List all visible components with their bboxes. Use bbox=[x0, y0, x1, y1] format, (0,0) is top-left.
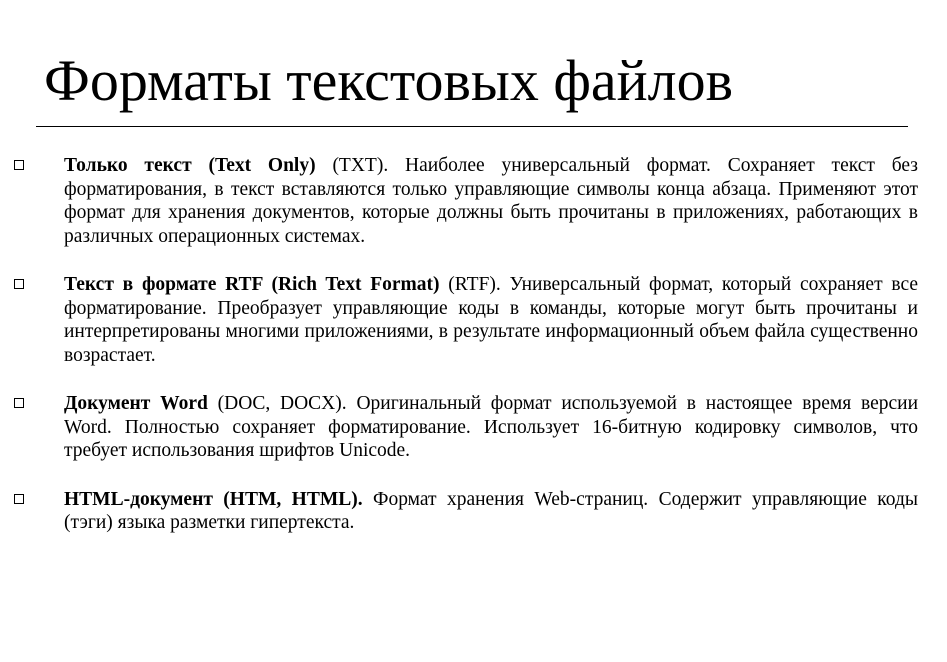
format-description: (RTF). Универсальный формат, который сохраняет все форматирование. Преобразует управляющие коды в команды, которые могут быть прочитаны и интерпретированы многими приложениями, в результате информационный объем файла существенно возрастает. bbox=[64, 274, 918, 366]
format-list bbox=[14, 154, 918, 535]
format-description: (DOC, DOCX). Оригинальный формат используемой в настоящее время версии Word. Полностью сохраняет форматирование. Использует 16-битную кодировку символов, что требует использования шрифтов Unicode. bbox=[64, 393, 919, 461]
title-divider bbox=[36, 126, 908, 127]
format-term: Текст в формате RTF (Rich Text Format) bbox=[64, 274, 440, 295]
square-bullet-icon bbox=[14, 398, 24, 408]
format-description: Формат хранения Web-страниц. Содержит управляющие коды (тэги) языка разметки гипертекста. bbox=[64, 488, 918, 533]
list-item-txt bbox=[14, 154, 918, 248]
list-item-rtf bbox=[14, 273, 918, 367]
format-term: HTML-документ (HTM, HTML). bbox=[64, 488, 363, 510]
list-item-html bbox=[14, 488, 918, 535]
format-description: (TXT). Наиболее универсальный формат. Сохраняет текст без форматирования, в текст вставляются только управляющие символы конца абзаца. Применяют этот формат для хранения документов, которые должны быть прочитаны в приложениях, работающих в различных операционных системах. bbox=[64, 155, 918, 247]
square-bullet-icon bbox=[14, 279, 24, 289]
list-item-doc bbox=[14, 392, 918, 463]
square-bullet-icon bbox=[14, 160, 24, 170]
format-term: Только текст (Text Only) bbox=[64, 155, 316, 176]
square-bullet-icon bbox=[14, 494, 24, 504]
format-term: Документ Word bbox=[64, 393, 208, 414]
slide-title: Форматы текстовых файлов bbox=[44, 48, 734, 113]
